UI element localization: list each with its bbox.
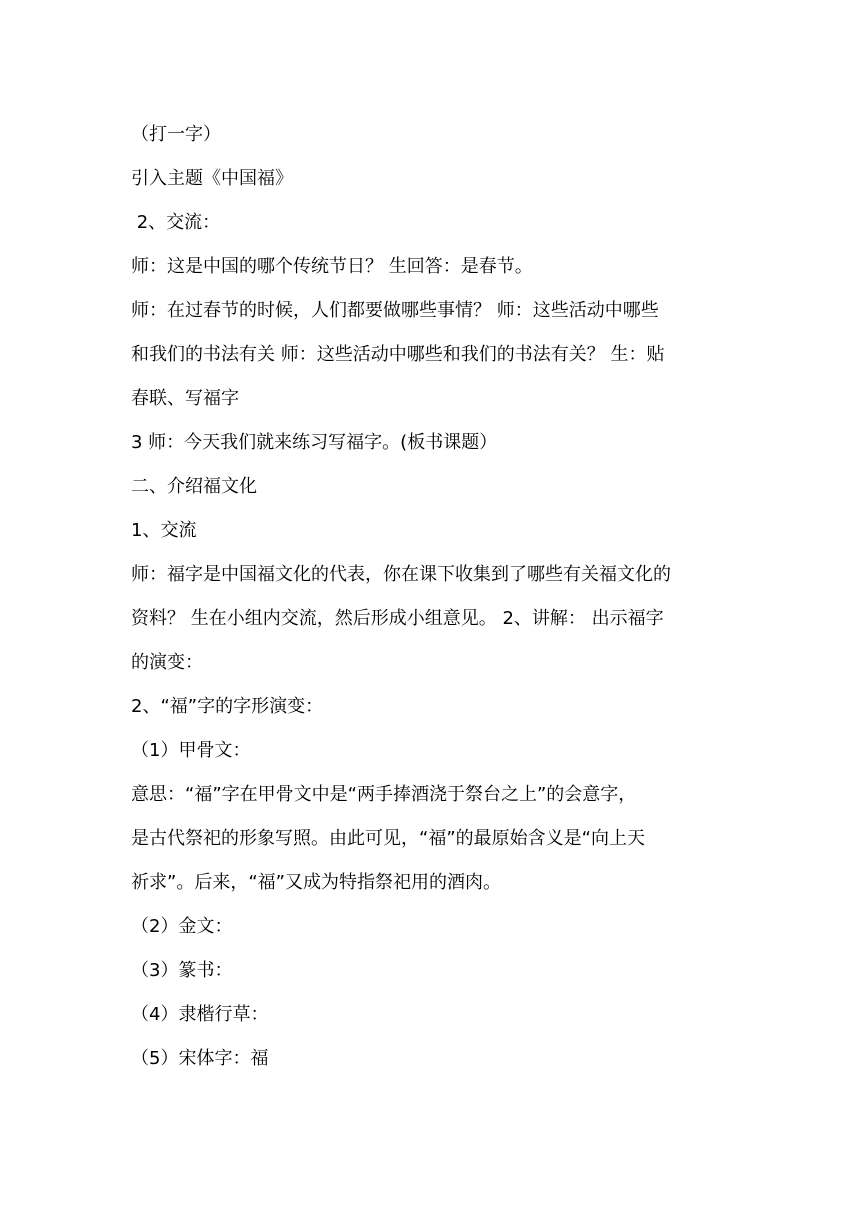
list-item: （4）隶楷行草： xyxy=(131,1004,269,1025)
text-line: 2、交流： xyxy=(131,212,221,233)
text-line: 春联、写福字 xyxy=(131,388,239,409)
text-line: 1、交流 xyxy=(131,520,197,541)
text-block xyxy=(131,113,731,1081)
text-line: 3 师：今天我们就来练习写福字。(板书课题） xyxy=(131,432,498,453)
text-line: 2、“福”字的字形演变： xyxy=(131,696,324,717)
document-body xyxy=(131,113,731,1081)
list-item: （3）篆书： xyxy=(131,960,233,981)
list-item: （1）甲骨文： xyxy=(131,740,251,761)
text-line: 资料？ 生在小组内交流，然后形成小组意见。 2、讲解： 出示福字 xyxy=(131,608,664,629)
text-line: 师：在过春节的时候，人们都要做哪些事情？ 师：这些活动中哪些 xyxy=(131,300,659,321)
text-line: 祈求”。后来，“福”又成为特指祭祀用的酒肉。 xyxy=(131,872,501,893)
text-line: 和我们的书法有关 师：这些活动中哪些和我们的书法有关？ 生：贴 xyxy=(131,344,665,365)
list-item: （2）金文： xyxy=(131,916,233,937)
section-heading: 二、介绍福文化 xyxy=(131,476,257,497)
text-line: 的演变： xyxy=(131,652,203,673)
text-line: 师：福字是中国福文化的代表，你在课下收集到了哪些有关福文化的 xyxy=(131,564,671,585)
text-line: 师：这是中国的哪个传统节日？ 生回答：是春节。 xyxy=(131,256,533,277)
text-line: 是古代祭祀的形象写照。由此可见，“福”的最原始含义是“向上天 xyxy=(131,828,645,849)
text-line: 引入主题《中国福》 xyxy=(131,168,293,189)
text-line: 意思：“福”字在甲骨文中是“两手捧酒浇于祭台之上”的会意字， xyxy=(131,784,637,805)
list-item: （5）宋体字：福 xyxy=(131,1048,269,1069)
text-line: （打一字） xyxy=(131,124,221,145)
